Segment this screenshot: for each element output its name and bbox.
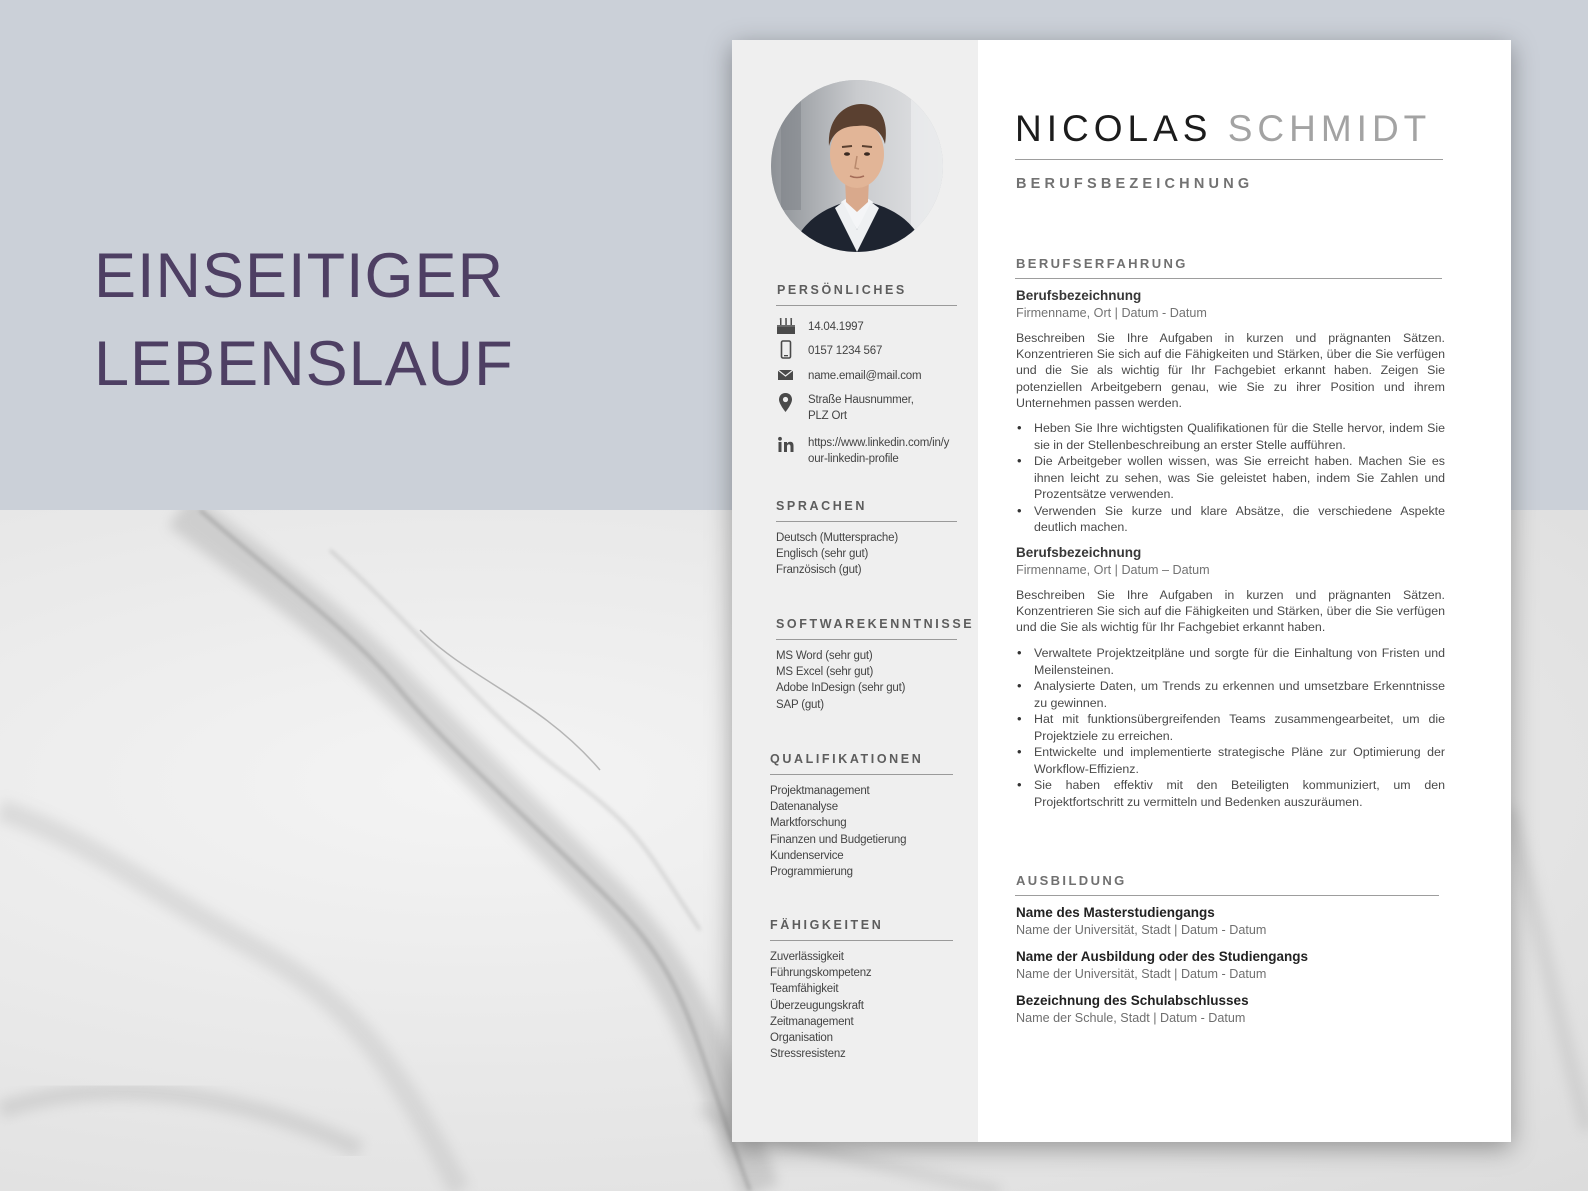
bullet-item: • Verwenden Sie kurze und klare Absätze, die verschiedene Aspekte deutlich machen. bbox=[1016, 503, 1445, 536]
experience-rule bbox=[1015, 278, 1442, 279]
contact-email bbox=[776, 366, 966, 386]
list-item: Stressresistenz bbox=[770, 1048, 846, 1061]
headline-line-1: EINSEITIGER bbox=[94, 241, 505, 311]
job-1-description: Beschreiben Sie Ihre Aufgaben in kurzen und prägnanten Sätzen. Konzentrieren Sie sich auf die Fähigkeiten und Stärken, über die Sie verfügen und die Sie als wichtig für Ihr Fachgebiet erkannt haben. Zeigen Sie potenziellen Arbeitgebern genau, wie Sie zu ihrer Position und ihrem Unternehmen passen werden. bbox=[1016, 331, 1445, 410]
bullet-item: • Sie haben effektiv mit den Beteiligten kommuniziert, um den Projektfortschritt zu vermitteln und Bedenken auszuräumen. bbox=[1016, 777, 1445, 810]
job-2-sub: Firmenname, Ort | Datum – Datum bbox=[1016, 563, 1210, 577]
list-item: Finanzen und Budgetierung bbox=[770, 833, 907, 846]
software-rule bbox=[776, 639, 957, 640]
experience-heading: BERUFSERFAHRUNG bbox=[1016, 256, 1188, 271]
email-text: name.email@mail.com bbox=[808, 370, 922, 382]
list-item: Zuverlässigkeit bbox=[770, 951, 844, 963]
bullet-item: • Hat mit funktionsübergreifenden Teams zusammengearbeitet, um die Projektziele zu erreichen. bbox=[1016, 711, 1445, 744]
qualifications-rule bbox=[770, 774, 953, 775]
headline-line-2: LEBENSLAUF bbox=[94, 329, 514, 399]
skills-list bbox=[770, 949, 871, 1062]
linkedin-text[interactable] bbox=[808, 435, 949, 467]
contact-birthday bbox=[776, 317, 966, 337]
profile-photo bbox=[771, 80, 943, 252]
list-item: Deutsch (Muttersprache) bbox=[776, 532, 898, 544]
job-1-sub: Firmenname, Ort | Datum - Datum bbox=[1016, 306, 1207, 320]
education-2-sub: Name der Universität, Stadt | Datum - Datum bbox=[1016, 967, 1267, 981]
software-list bbox=[776, 648, 905, 713]
bullet-item: • Heben Sie Ihre wichtigsten Qualifikationen für die Stelle hervor, indem Sie sie in der Stellenbeschreibung an erster Stelle aufführen. bbox=[1016, 420, 1445, 453]
list-item: MS Excel (sehr gut) bbox=[776, 666, 874, 679]
email-icon bbox=[776, 366, 798, 386]
birthday-cake-icon bbox=[776, 317, 798, 337]
bullet-item: • Die Arbeitgeber wollen wissen, was Sie erreicht haben. Machen Sie es ihnen leicht zu sehen, was Sie geleistet haben, indem Sie Zahlen und Prozentsätze verwenden. bbox=[1016, 453, 1445, 503]
languages-heading: SPRACHEN bbox=[776, 499, 867, 513]
job-title: BERUFSBEZEICHNUNG bbox=[1016, 176, 1254, 192]
list-item: Organisation bbox=[770, 1032, 833, 1045]
list-item: Französisch (gut) bbox=[776, 564, 862, 577]
last-name: SCHMIDT bbox=[1227, 108, 1432, 149]
job-2-description: Beschreiben Sie Ihre Aufgaben in kurzen und prägnanten Sätzen. Konzentrieren Sie sich auf die Fähigkeiten und Stärken, über die Sie verfügen und die Sie als wichtig für Ihr Fachgebiet erkannt haben. bbox=[1016, 588, 1445, 635]
personal-heading: PERSÖNLICHES bbox=[777, 283, 907, 297]
job-1-bullets bbox=[1016, 420, 1445, 536]
languages-rule bbox=[776, 521, 957, 522]
address-line-1: Straße Hausnummer, bbox=[808, 394, 914, 406]
resume-page bbox=[732, 40, 1511, 1142]
list-item: SAP (gut) bbox=[776, 698, 824, 711]
location-pin-icon bbox=[776, 392, 798, 412]
list-item: MS Word (sehr gut) bbox=[776, 650, 873, 662]
education-3-title: Bezeichnung des Schulabschlusses bbox=[1016, 993, 1249, 1008]
job-2-bullets bbox=[1016, 645, 1445, 810]
list-item: Kundenservice bbox=[770, 849, 844, 862]
linkedin-line-1[interactable]: https://www.linkedin.com/in/y bbox=[808, 437, 950, 449]
linkedin-line-2[interactable]: our-linkedin-profile bbox=[808, 453, 899, 465]
qualifications-list bbox=[770, 783, 906, 880]
education-heading: AUSBILDUNG bbox=[1016, 873, 1127, 888]
list-item: Programmierung bbox=[770, 866, 853, 879]
name-rule bbox=[1015, 159, 1443, 160]
contact-phone bbox=[776, 340, 966, 360]
bullet-item: • Entwickelte und implementierte strategische Pläne zur Optimierung der Workflow-Effizienz. bbox=[1016, 744, 1445, 777]
address-line-2: PLZ Ort bbox=[808, 410, 847, 422]
phone-icon bbox=[776, 340, 798, 360]
contact-address bbox=[776, 392, 966, 424]
list-item: Überzeugungskraft bbox=[770, 999, 864, 1012]
skills-rule bbox=[770, 940, 953, 941]
list-item: Teamfähigkeit bbox=[770, 983, 839, 996]
list-item: Adobe InDesign (sehr gut) bbox=[776, 682, 906, 695]
first-name: NICOLAS bbox=[1015, 108, 1213, 149]
personal-rule bbox=[776, 305, 957, 306]
software-heading: SOFTWAREKENNTNISSE bbox=[776, 617, 975, 631]
bullet-item: • Analysierte Daten, um Trends zu erkennen und umsetzbare Erkenntnisse zu gewinnen. bbox=[1016, 678, 1445, 711]
linkedin-icon bbox=[776, 435, 798, 455]
list-item: Zeitmanagement bbox=[770, 1015, 854, 1028]
profile-photo-illustration bbox=[771, 80, 943, 252]
education-rule bbox=[1015, 895, 1439, 896]
phone-text: 0157 1234 567 bbox=[808, 345, 883, 357]
list-item: Projektmanagement bbox=[770, 785, 870, 797]
list-item: Englisch (sehr gut) bbox=[776, 548, 869, 561]
bullet-item: • Verwaltete Projektzeitpläne und sorgte für die Einhaltung von Fristen und Meilensteinen. bbox=[1016, 645, 1445, 678]
list-item: Marktforschung bbox=[770, 817, 847, 830]
address-text bbox=[808, 392, 914, 424]
education-1-sub: Name der Universität, Stadt | Datum - Datum bbox=[1016, 923, 1267, 937]
job-2-title: Berufsbezeichnung bbox=[1016, 545, 1142, 560]
education-1-title: Name des Masterstudiengangs bbox=[1016, 905, 1215, 920]
contact-linkedin[interactable] bbox=[776, 435, 966, 467]
education-2-title: Name der Ausbildung oder des Studiengangs bbox=[1016, 949, 1309, 964]
qualifications-heading: QUALIFIKATIONEN bbox=[770, 752, 924, 766]
list-item: Datenanalyse bbox=[770, 801, 838, 814]
education-3-sub: Name der Schule, Stadt | Datum - Datum bbox=[1016, 1011, 1246, 1025]
birthday-text: 14.04.1997 bbox=[808, 321, 864, 333]
skills-heading: FÄHIGKEITEN bbox=[770, 918, 884, 932]
job-1-title: Berufsbezeichnung bbox=[1016, 288, 1142, 303]
list-item: Führungskompetenz bbox=[770, 967, 872, 980]
headline bbox=[94, 232, 514, 408]
languages-list bbox=[776, 530, 898, 579]
person-name bbox=[1015, 108, 1431, 150]
